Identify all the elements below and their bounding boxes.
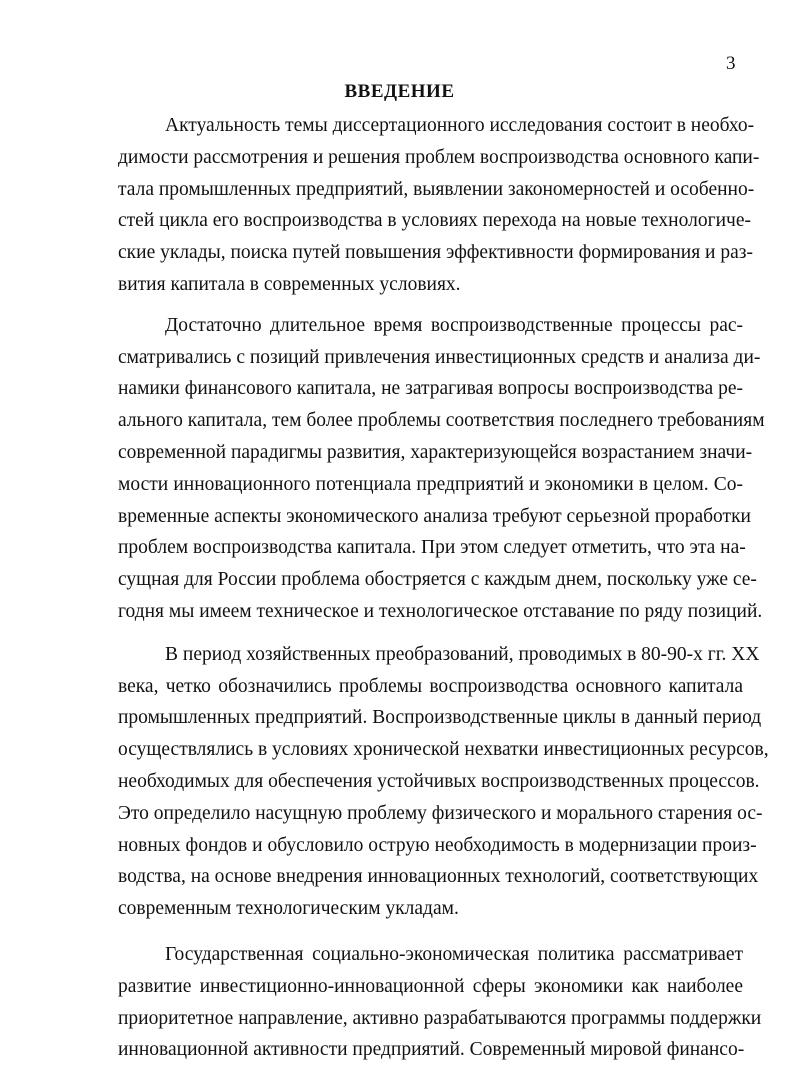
text-line: временные аспекты экономического анализа требуют серьезной проработки (118, 505, 751, 527)
text-line: сущная для России проблема обостряется с каждым днем, поскольку уже се- (118, 569, 757, 591)
text-line: осуществлялись в условиях хронической нехватки инвестиционных ресурсов, (118, 739, 769, 761)
paragraph-state-policy (118, 939, 762, 1066)
text-line: намики финансового капитала, не затрагивая вопросы воспроизводства ре- (118, 378, 743, 400)
text-line: ские уклады, поиска путей повышения эффективности формирования и раз- (118, 242, 753, 264)
text-line: В период хозяйственных преобразований, проводимых в 80-90-х гг. XX (165, 643, 760, 665)
text-line: приоритетное направление, активно разрабатываются программы поддержки (118, 1007, 762, 1029)
text-line: ального капитала, тем более проблемы соответствия последнего требованиям (118, 410, 765, 432)
text-line: века, четко обозначились проблемы воспроизводства основного капитала (118, 675, 743, 697)
text-line: сматривались с позиций привлечения инвестиционных средств и анализа ди- (118, 346, 761, 368)
text-line: годня мы имеем техническое и технологическое отставание по ряду позиций. (118, 600, 763, 622)
page-title: ВВЕДЕНИЕ (344, 81, 455, 102)
text-line: тала промышленных предприятий, выявлении закономерностей и особенно- (118, 178, 755, 200)
text-line: новных фондов и обусловило острую необходимость в модернизации произ- (118, 834, 757, 856)
text-line: современной парадигмы развития, характеризующейся возрастанием значи- (118, 441, 753, 463)
text-line: промышленных предприятий. Воспроизводственные циклы в данный период (118, 707, 762, 729)
text-line: стей цикла его воспроизводства в условиях перехода на новые технологиче- (118, 210, 751, 232)
text-line: Актуальность темы диссертационного исследования состоит в необхо- (165, 115, 755, 136)
text-line: димости рассмотрения и решения проблем воспроизводства основного капи- (118, 146, 760, 168)
text-line: Государственная социально-экономическая политика рассматривает (165, 943, 743, 965)
text-line: инновационной активности предприятий. Современный мировой финансо- (118, 1039, 745, 1061)
text-line: развитие инвестиционно-инновационной сферы экономики как наиболее (118, 975, 743, 997)
text-line: вития капитала в современных условиях. (118, 273, 461, 295)
text-line: необходимых для обеспечения устойчивых воспроизводственных процессов. (118, 770, 760, 792)
text-line: Это определило насущную проблему физического и морального старения ос- (118, 802, 763, 824)
text-line: водства, на основе внедрения инновационных технологий, соответствующих (118, 866, 759, 888)
paragraph-relevance (118, 110, 760, 301)
page-number: 3 (726, 53, 736, 74)
document-body (118, 110, 769, 1066)
text-line: современным технологическим укладам. (118, 898, 459, 920)
text-line: мости инновационного потенциала предприятий и экономики в целом. Со- (118, 473, 743, 495)
paragraph-transformation-period (118, 639, 769, 925)
paragraph-reproduction (118, 310, 765, 628)
text-line: проблем воспроизводства капитала. При этом следует отметить, что эта на- (118, 537, 746, 559)
text-line: Достаточно длительное время воспроизводственные процессы рас- (165, 314, 743, 336)
